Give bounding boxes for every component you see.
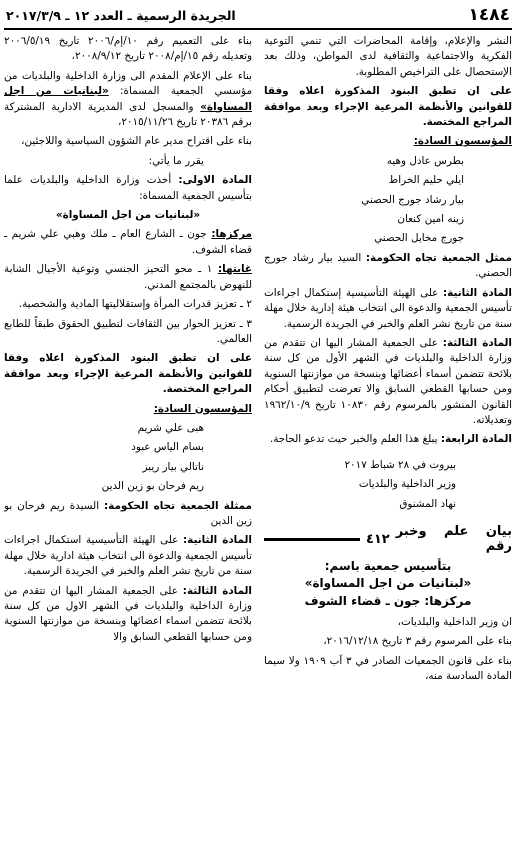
- founder-name: بيار رشاد جورج الحصني: [361, 193, 464, 206]
- decree-divider: [264, 538, 360, 541]
- intro-text: النشر والإعلام، وإقامة المحاضرات التي تنمي التوعية الفكرية والاجتماعية والثقافية لدى المواطن، وذلك بعد الإستحصال على التراخيص المطلوبة.: [264, 35, 512, 78]
- gov-rep-label: ممثلة الجمعية تجاه الحكومة:: [103, 499, 252, 512]
- signature-block: [264, 458, 512, 512]
- goals-label: غايتها:: [217, 263, 252, 276]
- condition-text: على ان تطبق البنود المذكورة اعلاه وفقا للقوانين والأنظمة المرعية الإجراء وبعد موافقة المراجع المختصة.: [4, 352, 252, 396]
- decree-assoc-name: «لبنانيات من اجل المساواة»: [304, 576, 472, 591]
- article-label: المادة الثالثة:: [182, 584, 252, 597]
- decree-subtitle: بتأسيس جمعية باسم:: [324, 558, 452, 573]
- gov-rep-name: السيد بيار رشاد جورج الحصني.: [264, 251, 512, 280]
- goal-2: ٢ ـ تعزيز قدرات المرأة وإستقلاليتها المادية والشخصية.: [18, 298, 252, 311]
- left-column: [4, 34, 252, 852]
- signature-date: بيروت في ٢٨ شباط ٢٠١٧: [344, 458, 456, 471]
- founders-list: [4, 421, 252, 495]
- founder-name: ناتالي بيار ريبز: [142, 460, 204, 473]
- article-label: المادة الثانية:: [443, 286, 512, 299]
- decides-line: يقرر ما يأتي:: [148, 154, 204, 167]
- goal-3: ٣ ـ تعزيز الحوار بين الثقافات لتطبيق الحقوق طبقاً للطابع العالمي.: [4, 317, 252, 345]
- article-3: [4, 584, 252, 646]
- founder-name: بطرس عادل وهيه: [386, 154, 464, 167]
- condition-text: على ان تطبق البنود المذكورة اعلاه وفقا للقوانين والأنظمة المرعية الإجراء وبعد موافقة المراجع المختصة.: [264, 85, 512, 129]
- decree-number: ٤١٢: [365, 531, 390, 547]
- article-3: [264, 336, 512, 428]
- legal-basis: بناء على قانون الجمعيات الصادر في ٣ آب ١٩٠٩ ولا سيما المادة السادسة منه،: [264, 654, 512, 683]
- gov-rep: [4, 499, 252, 530]
- founders-label: المؤسسون السادة:: [153, 402, 252, 415]
- article-4: [264, 432, 512, 447]
- legal-basis: بناء على اقتراح مدير عام الشؤون السياسية واللاجئين،: [21, 135, 252, 148]
- article-label: المادة الثانية:: [183, 534, 252, 547]
- article-2: [264, 286, 512, 332]
- article-text: أخذت وزارة الداخلية والبلديات علما بتأسيس الجمعية المسماة:: [4, 174, 252, 202]
- article-1: [4, 173, 252, 204]
- legal-basis: بناء على المرسوم رقم ٣ تاريخ ٢٠١٦/١٢/١٨،: [323, 635, 512, 648]
- association-name: «لبنانيات من اجل المساواة»: [55, 209, 201, 222]
- signature-name: نهاد المشنوق: [399, 497, 456, 510]
- article-label: المادة الثالثة:: [442, 336, 512, 349]
- article-text: على الهيئة التأسيسية استكمال اجراءات تأسيس الجمعية والدعوة الى انتخاب هيئة ادارية خلال مهلة سنة من تاريخ نشر العلم والخبر في الجريدة الرسمية.: [4, 534, 252, 578]
- gov-rep-name: السيدة ريم فرحان بو زين الدين: [4, 499, 252, 527]
- headquarters: [4, 227, 252, 258]
- signature-title: وزير الداخلية والبلديات: [358, 478, 456, 491]
- legal-basis: بناء على الإعلام المقدم الى وزارة الداخلية والبلديات من مؤسسي الجمعية المسماة: «لبنانيات من اجل المساواة» والمسجل لدى المديرية الادارية المشتركة برقم ٢٠٣٨٦ تاريخ ٢٠١٥/١١/٢٦،: [4, 69, 252, 129]
- article-text: يبلغ هذا العلم والخبر حيث تدعو الحاجة.: [269, 433, 438, 446]
- founder-name: بسام الياس عبود: [131, 441, 204, 454]
- goal-1: [4, 262, 252, 293]
- article-text: على الهيئة التأسيسية إستكمال اجراءات تأسيس الجمعية والدعوة الى انتخاب هيئة إدارية خلال مهلة سنة من تاريخ نشر العلم والخبر في الجريدة الرسمية.: [264, 286, 512, 330]
- decree-hq: مركزها: جون ـ قضاء الشوف: [304, 593, 472, 608]
- article-text: على الجمعية المشار اليها ان تتقدم من وزارة الداخلية والبلديات في الشهر الاول من كل سنة بلائحة تتضمن اسماء اعضائها وبنسخة من موازنتها السنوية ومن حسابها القطعي السابق والا: [4, 584, 252, 643]
- page-header: [4, 4, 512, 30]
- legal-basis: بناء على التعميم رقم ١٠/إم/٢٠٠٦ تاريخ ٢٠٠٦/٥/١٩ وتعديله رقم ١٥/إم/٢٠٠٨ تاريخ ٢٠٠٨/٩/١٢،: [4, 35, 252, 63]
- goal-text: ١ ـ محو التحيز الجنسي وتوعية الأجيال الشابة للنهوض بالمجتمع المدني.: [4, 263, 252, 291]
- founder-name: جورج مخايل الحصني: [374, 232, 464, 245]
- article-label: المادة الاولى:: [178, 174, 252, 187]
- right-column: [264, 34, 512, 852]
- gov-rep: [264, 251, 512, 282]
- decree-label: بيان علم وخبر رقم: [395, 523, 512, 555]
- founder-name: ايلي حليم الخراط: [388, 174, 464, 187]
- minister-line: ان وزير الداخلية والبلديات،: [397, 616, 512, 628]
- article-text: على الجمعية المشار اليها ان تتقدم من وزارة الداخلية والبلديات في الشهر الأول من كل سنة بلائحة تتضمن أسماء أعضائها وبنسخة من موازنتها السنوية ومن حسابها القطعي السابق والا تعرضت لتطبيق أحكام القانون المنشور بالمرسوم رقم ١٠٨٣٠ تاريخ ١٩٦٢/١٠/٩ وتعديلاته.: [264, 336, 512, 426]
- founder-name: هبى علي شريم: [137, 421, 204, 434]
- founders-label: المؤسسون السادة:: [413, 135, 512, 148]
- founders-list: [264, 154, 512, 247]
- hq-text: جون ـ الشارع العام ـ ملك وهبي علي شريم ـ قضاء الشوف.: [4, 228, 252, 256]
- article-label: المادة الرابعة:: [440, 433, 512, 446]
- gov-rep-label: ممثل الجمعية تجاه الحكومة:: [365, 251, 512, 264]
- founder-name: زينه امين كنعان: [397, 213, 464, 226]
- hq-label: مركزها:: [211, 228, 252, 241]
- association-name: «لبنانيات من اجل المساواة»: [4, 85, 252, 113]
- article-2: [4, 533, 252, 579]
- founder-name: ريم فرحان بو زين الدين: [101, 480, 204, 493]
- decree-heading: [264, 524, 512, 555]
- page-number: ١٤٨٤: [468, 5, 510, 25]
- gazette-issue-title: الجريدة الرسمية ـ العدد ١٢ ـ ٢٠١٧/٣/٩: [6, 8, 236, 23]
